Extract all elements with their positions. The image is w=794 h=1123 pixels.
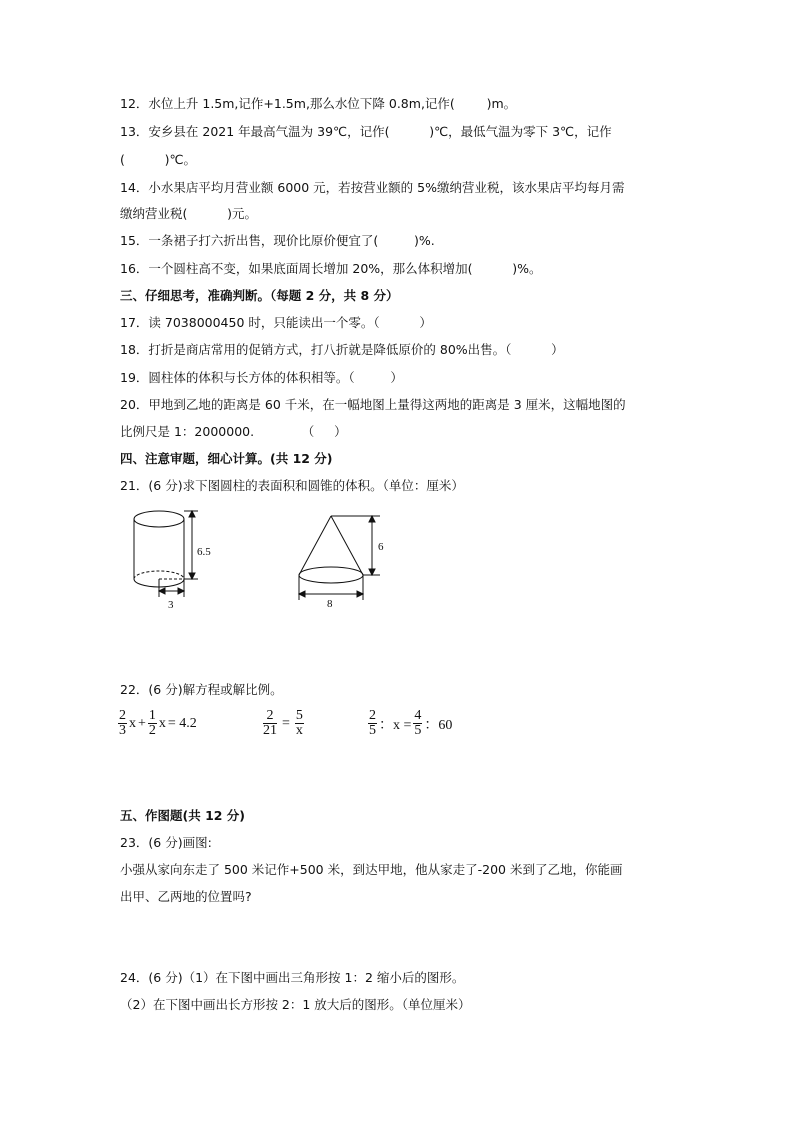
question-14-line1: 14．小水果店平均月营业额 6000 元，若按营业额的 5%缴纳营业税，该水果店平均每月需: [120, 180, 625, 195]
question-16: 16．一个圆柱高不变，如果底面周长增加 20%，那么体积增加( )%。: [120, 261, 542, 276]
question-13-line2: ( )℃。: [120, 152, 197, 167]
fraction: $\frac{2}{5}$: [369, 708, 376, 738]
equation-2: $\frac{2}{21}$ = $\frac{5}{x}$: [263, 708, 303, 738]
cone-diameter-label: 8: [327, 598, 333, 610]
question-22: 22．(6 分)解方程或解比例。: [120, 682, 283, 697]
fraction: $\frac{4}{5}$: [414, 708, 422, 738]
cylinder-height-label: 6.5: [197, 546, 211, 558]
fraction: $\frac{2}{3}$: [119, 708, 126, 738]
question-19: 19．圆柱体的体积与长方体的体积相等。（ ）: [120, 370, 403, 385]
question-23-title: 23．(6 分)画图:: [120, 835, 212, 850]
equation-3: $\frac{2}{5}$ ：x = $\frac{4}{5}$ ：60: [369, 708, 453, 738]
question-23-line2: 出甲、乙两地的位置吗?: [120, 889, 252, 904]
section-4-heading: 四、注意审题，细心计算。(共 12 分): [120, 451, 333, 466]
fraction: $\frac{2}{21}$: [263, 708, 277, 738]
cylinder-figure: [126, 505, 226, 611]
cone-height-label: 6: [378, 541, 384, 553]
question-18: 18．打折是商店常用的促销方式，打八折就是降低原价的 80%出售。（ ）: [120, 342, 564, 357]
equation-1: $\frac{2}{3}$ x + $\frac{1}{2}$ x = 4.2: [119, 708, 197, 738]
fraction: $\frac{1}{2}$: [148, 708, 156, 738]
question-23-line1: 小强从家向东走了 500 米记作+500 米，到达甲地，他从家走了-200 米到了乙地，你能画: [120, 862, 623, 877]
question-20-line2: 比例尺是 1：2000000. （ ）: [120, 424, 347, 439]
question-24-part2: （2）在下图中画出长方形按 2：1 放大后的图形。（单位厘米）: [120, 997, 471, 1012]
question-12: 12．水位上升 1.5m,记作+1.5m,那么水位下降 0.8m,记作( )m。: [120, 96, 517, 111]
question-17: 17．读 7038000450 时，只能读出一个零。（ ）: [120, 315, 432, 330]
cone-figure: [292, 510, 402, 612]
question-21: 21．(6 分)求下图圆柱的表面积和圆锥的体积。（单位：厘米）: [120, 478, 464, 493]
question-15: 15．一条裙子打六折出售，现价比原价便宜了( )%.: [120, 233, 435, 248]
question-13-line1: 13．安乡县在 2021 年最高气温为 39℃，记作( )℃，最低气温为零下 3℃，记作: [120, 124, 612, 139]
cylinder-radius-label: 3: [168, 599, 174, 611]
section-5-heading: 五、作图题(共 12 分): [120, 808, 246, 823]
fraction: $\frac{5}{x}$: [295, 708, 303, 738]
question-14-line2: 缴纳营业税( )元。: [120, 206, 257, 221]
question-20-line1: 20．甲地到乙地的距离是 60 千米，在一幅地图上量得这两地的距离是 3 厘米，这幅地图的: [120, 397, 626, 412]
question-24-part1: 24．(6 分)（1）在下图中画出三角形按 1：2 缩小后的图形。: [120, 970, 465, 985]
section-3-heading: 三、仔细思考，准确判断。（每题 2 分，共 8 分）: [120, 288, 399, 303]
